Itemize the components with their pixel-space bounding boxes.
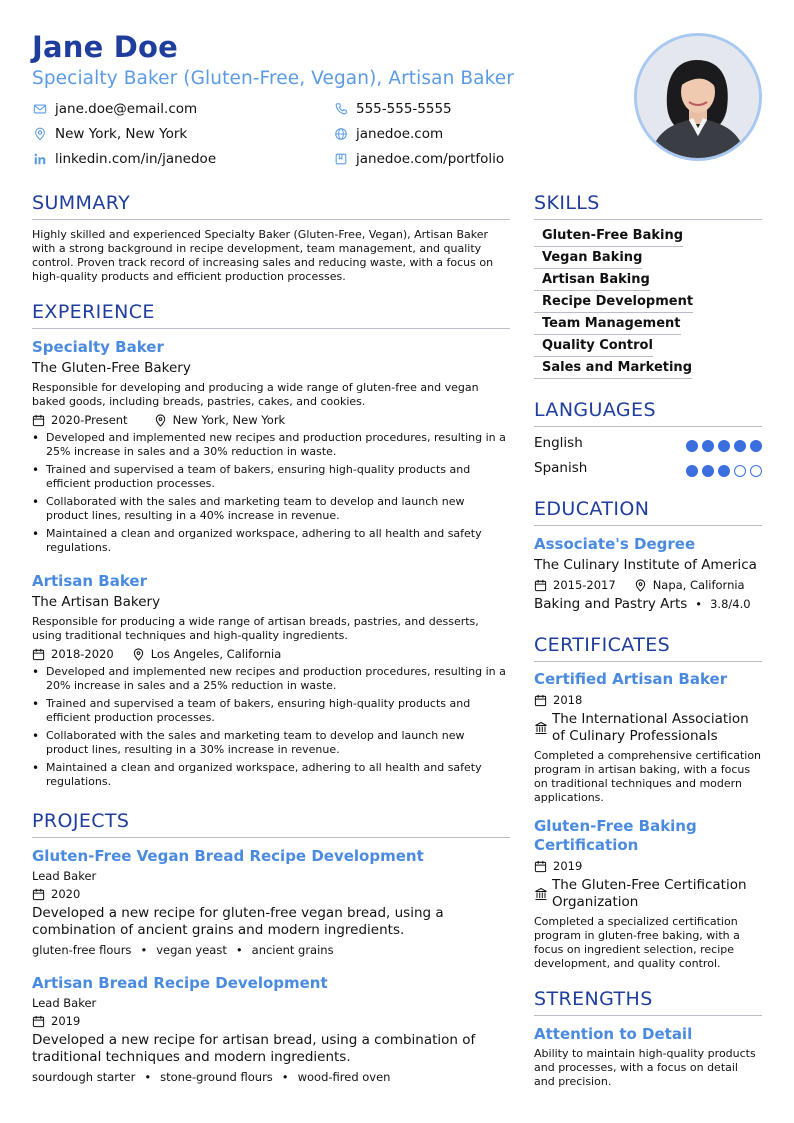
contact-location: [32, 125, 187, 143]
job-bullet: • Developed and implemented new recipes and production procedures, resulting in a 25% increase in sales and a 30% reduction in waste.: [32, 431, 510, 459]
education-field: Baking and Pastry Arts: [534, 596, 688, 612]
experience-heading: EXPERIENCE: [32, 301, 155, 323]
contact-phone[interactable]: [333, 100, 452, 118]
education-gpa: 3.8/4.0: [710, 597, 751, 611]
calendar-icon: [32, 888, 45, 901]
contact-linkedin[interactable]: [32, 150, 216, 168]
skill-item: Artisan Baking: [534, 272, 650, 291]
summary-divider: [32, 219, 510, 220]
portfolio-text: janedoe.com/portfolio: [356, 151, 505, 167]
certificate-issuer: The Gluten-Free Certification Organization: [552, 877, 747, 910]
candidate-title: Specialty Baker (Gluten-Free, Vegan), Artisan Baker: [32, 68, 514, 89]
location-pin-icon: [634, 579, 647, 592]
level-dot-filled: [686, 465, 698, 477]
languages-divider: [534, 426, 762, 427]
skill-item: Quality Control: [534, 338, 653, 357]
email-icon: [32, 102, 47, 117]
certificate-year: 2019: [553, 859, 583, 873]
skills-divider: [534, 219, 762, 220]
skill-item: Sales and Marketing: [534, 360, 692, 379]
strengths-divider: [534, 1015, 762, 1016]
job-title: Specialty Baker: [32, 338, 164, 356]
certificate-year: 2018: [553, 693, 583, 707]
project-meta: [32, 886, 98, 902]
calendar-icon: [32, 1015, 45, 1028]
skill-item: Gluten-Free Baking: [534, 228, 683, 247]
level-dot-filled: [702, 465, 714, 477]
level-dot-empty: [734, 465, 746, 477]
linkedin-icon: [32, 152, 47, 167]
education-institution: The Culinary Institute of America: [534, 557, 757, 573]
strengths-heading: STRENGTHS: [534, 988, 653, 1010]
email-text: jane.doe@email.com: [55, 101, 198, 117]
level-dot-filled: [750, 440, 762, 452]
project-tag: ancient grains: [251, 943, 334, 957]
language-name: Spanish: [534, 460, 588, 476]
job-description: Responsible for producing a wide range of artisan breads, pastries, and desserts, using traditional techniques and high-quality ingredients.: [32, 615, 479, 642]
job-title: Artisan Baker: [32, 572, 147, 590]
education-degree: Associate's Degree: [534, 535, 696, 553]
calendar-icon: [534, 860, 547, 873]
job-meta: [32, 646, 299, 662]
candidate-name: Jane Doe: [32, 30, 179, 64]
phone-text: 555-555-5555: [356, 101, 452, 117]
job-description: Responsible for developing and producing a wide range of gluten-free and vegan baked goods, including breads, pastries, cakes, and cookies.: [32, 381, 479, 408]
skill-item: Vegan Baking: [534, 250, 642, 269]
project-year: 2019: [51, 1014, 81, 1028]
projects-divider: [32, 837, 510, 838]
contact-portfolio[interactable]: [333, 150, 504, 168]
calendar-icon: [32, 414, 45, 427]
job-meta: [32, 412, 303, 428]
job-dates: 2020-Present: [51, 413, 128, 427]
project-role: Lead Baker: [32, 869, 97, 883]
strength-description: Ability to maintain high-quality products and processes, with a focus on detail and precision.: [534, 1047, 756, 1088]
project-tag: wood-fired oven: [297, 1070, 391, 1084]
certificate-meta: [534, 692, 600, 708]
education-meta: [534, 577, 763, 593]
experience-divider: [32, 328, 510, 329]
certificate-description: Completed a comprehensive certification program in artisan baking, with a focus on traditional techniques and modern applications.: [534, 749, 762, 804]
location-pin-icon: [154, 414, 167, 427]
location-text: New York, New York: [55, 126, 188, 142]
calendar-icon: [534, 579, 547, 592]
job-bullet: • Developed and implemented new recipes and production procedures, resulting in a 20% increase in sales and a 25% reduction in waste.: [32, 665, 510, 693]
project-tag: sourdough starter: [32, 1070, 136, 1084]
education-location: Napa, California: [652, 578, 745, 592]
job-dates: 2018-2020: [51, 647, 114, 661]
education-field-row: Baking and Pastry Arts • 3.8/4.0: [534, 596, 751, 612]
level-dot-filled: [734, 440, 746, 452]
calendar-icon: [32, 648, 45, 661]
job-bullet: • Collaborated with the sales and marketing team to develop and launch new product lines, resulting in a 40% increase in revenue.: [32, 495, 510, 523]
contact-email[interactable]: [32, 100, 197, 118]
skill-item: Team Management: [534, 316, 681, 335]
project-description: Developed a new recipe for artisan bread, using a combination of traditional techniques and modern ingredients.: [32, 1032, 476, 1065]
profile-photo-image: [637, 36, 759, 158]
languages-heading: LANGUAGES: [534, 399, 656, 421]
level-dot-filled: [702, 440, 714, 452]
education-divider: [534, 525, 762, 526]
profile-photo: [634, 33, 762, 161]
level-dot-filled: [718, 465, 730, 477]
skill-item: Recipe Development: [534, 294, 693, 313]
project-role: Lead Baker: [32, 996, 97, 1010]
project-tags: gluten-free flours • vegan yeast • ancient grains: [32, 943, 334, 957]
project-tag: gluten-free flours: [32, 943, 132, 957]
education-dates: 2015-2017: [553, 578, 616, 592]
language-level: [682, 465, 762, 477]
summary-text: Highly skilled and experienced Specialty Baker (Gluten-Free, Vegan), Artisan Baker with a strong background in recipe development, team management, and quality control. Proven track record of increasing sales and reducing waste, with a focus on high-quality products and efficient production processes.: [32, 228, 494, 283]
skills-heading: SKILLS: [534, 192, 600, 214]
language-name: English: [534, 435, 583, 451]
job-bullet: • Trained and supervised a team of bakers, ensuring high-quality products and efficient production processes.: [32, 463, 510, 491]
education-heading: EDUCATION: [534, 498, 650, 520]
summary-heading: SUMMARY: [32, 192, 131, 214]
project-title: Gluten-Free Vegan Bread Recipe Development: [32, 847, 424, 865]
language-level: [682, 440, 762, 452]
certificate-title: Certified Artisan Baker: [534, 670, 728, 688]
certificates-divider: [534, 661, 762, 662]
level-dot-filled: [718, 440, 730, 452]
website-text: janedoe.com: [356, 126, 444, 142]
globe-icon: [333, 127, 348, 142]
location-pin-icon: [32, 127, 47, 142]
job-bullet: • Maintained a clean and organized workspace, adhering to all health and safety regulations.: [32, 761, 510, 789]
location-pin-icon: [132, 648, 145, 661]
contact-website[interactable]: [333, 125, 443, 143]
project-title: Artisan Bread Recipe Development: [32, 974, 328, 992]
job-bullet: • Trained and supervised a team of bakers, ensuring high-quality products and efficient production processes.: [32, 697, 510, 725]
project-description: Developed a new recipe for gluten-free vegan bread, using a combination of ancient grains and modern ingredients.: [32, 905, 444, 938]
job-bullet: • Collaborated with the sales and marketing team to develop and launch new product lines, resulting in a 30% increase in revenue.: [32, 729, 510, 757]
project-year: 2020: [51, 887, 81, 901]
job-company: The Gluten-Free Bakery: [32, 360, 191, 376]
project-meta: [32, 1013, 98, 1029]
job-location: New York, New York: [172, 413, 286, 427]
certificates-heading: CERTIFICATES: [534, 634, 671, 656]
job-location: Los Angeles, California: [150, 647, 282, 661]
institution-icon: [534, 887, 548, 901]
institution-icon: [534, 721, 548, 735]
project-tags: sourdough starter • stone-ground flours • wood-fired oven: [32, 1070, 391, 1084]
portfolio-icon: [333, 152, 348, 167]
project-tag: stone-ground flours: [160, 1070, 273, 1084]
certificate-meta: [534, 858, 600, 874]
job-bullet: • Maintained a clean and organized workspace, adhering to all health and safety regulations.: [32, 527, 510, 555]
linkedin-text: linkedin.com/in/janedoe: [55, 151, 217, 167]
certificate-title: Gluten-Free Baking Certification: [534, 817, 697, 854]
phone-icon: [333, 102, 348, 117]
project-tag: vegan yeast: [156, 943, 227, 957]
certificate-description: Completed a specialized certification program in gluten-free baking, with a focus on ingredient selection, recipe development, and quality control.: [534, 915, 740, 970]
strength-title: Attention to Detail: [534, 1025, 693, 1043]
level-dot-empty: [750, 465, 762, 477]
level-dot-filled: [686, 440, 698, 452]
certificate-issuer: The International Association of Culinary Professionals: [552, 711, 749, 744]
projects-heading: PROJECTS: [32, 810, 130, 832]
calendar-icon: [534, 694, 547, 707]
job-company: The Artisan Bakery: [32, 594, 161, 610]
